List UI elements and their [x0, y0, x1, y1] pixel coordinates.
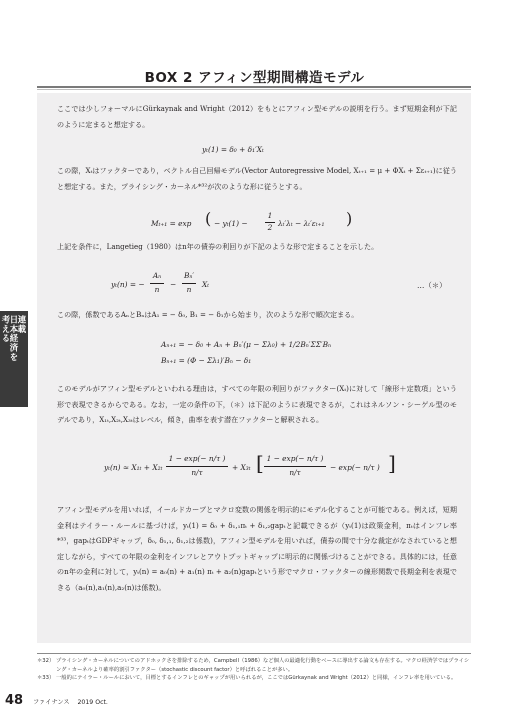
- eq5-mid: + X₃ₜ: [232, 463, 251, 472]
- paragraph-langetieg: 上記を条件に，Langetieg（1980）はn年の債券の利回りが下記のような形で定まることを示した。: [57, 242, 379, 251]
- eq3-left: yₜ(n) = −: [111, 280, 145, 289]
- eq5-f2-line: [264, 466, 326, 467]
- eq2-open-paren: (: [205, 209, 212, 228]
- eq3-f2-line: [182, 283, 196, 284]
- footnote-32: [37, 657, 471, 674]
- side-tab-line-1: 連載: [17, 315, 27, 334]
- equation-recursion-b: Bₙ₊₁ = (Φ − Σλ₁)′Bₙ − δ₁: [161, 356, 252, 365]
- eq2-close-paren: ): [346, 209, 353, 228]
- eq5-close-bracket: ]: [388, 451, 396, 475]
- footnote-33-number: ＊33）: [37, 675, 55, 681]
- paragraph-affine-reason: このモデルがアフィン型モデルといわれる理由は，すべての年限の利回りがファクター(Xₜ)に対して「線形＋定数項」という形で表現できるからである。なお，一定の条件の下，（＊）は下記のように表現できるが，これはネルソン・シーゲル型のモデルであり，X₁ₜ,X₂ₜ,X₃ₜはレベル，傾き，曲率を表す潜在ファクターと解釈される。: [57, 384, 457, 425]
- eq3-tag: …（＊）: [417, 281, 447, 290]
- eq5-tail: − exp(− n/τ ): [330, 463, 380, 472]
- eq5-open-bracket: [: [256, 451, 264, 475]
- page-number: 48: [5, 693, 24, 708]
- eq2-tail: λₜ′λₜ − λₜ′εₜ₊₁: [278, 219, 325, 228]
- eq5-f1-line: [166, 466, 228, 467]
- footnote-rule: [37, 653, 471, 654]
- eq2-left: Mₜ₊₁ = exp: [151, 219, 192, 228]
- journal-name: ファイナンス: [33, 699, 70, 706]
- footnote-33: [37, 674, 471, 691]
- eq3-f2-den: n: [186, 285, 192, 294]
- eq3-f1-den: n: [154, 285, 160, 294]
- side-tab-line-3: 考える: [1, 315, 11, 344]
- journal-footer: [33, 697, 114, 706]
- side-tab-line-2: 日本経済を: [9, 315, 19, 362]
- eq3-f2-num: Bₙ′: [183, 271, 195, 280]
- eq2-frac-den: 2: [267, 223, 273, 232]
- series-side-tab: [0, 311, 28, 407]
- eq5-f2-den: n/τ: [289, 468, 301, 477]
- title-rule: [37, 86, 471, 88]
- equation-short-rate: yₜ(1) = δ₀ + δ₁′Xₜ: [202, 145, 264, 154]
- paragraph-macro-finance: アフィン型モデルを用いれば，イールドカーブとマクロ変数の関係を明示的にモデル化することが可能である。例えば，短期金利はテイラー・ルールに基づけば，yₜ(1) = δ₀ + δ₁,₁πₜ + δ₁,₂gapₜと記載できるが（yₜ(1)は政策金利，πₜはインフレ率*³³，gapₜはGDPギャップ，δ₀, δ₁,₁, δ₁,₂は係数)，アフィン型モデルを用いれば，債券の間で十分な裁定がなされていると想定しながら，すべての年限の金利をインフレとアウトプットギャップに明示的に関係づけることができる。具体的には，任意のn年の金利に対して，yₜ(n) = a₀(n) + a₁(n) πₜ + a₂(n)gapₜという形でマクロ・ファクターの線形関数で長期金利を表現できる（a₀(n),a₁(n),a₂(n)は係数)。: [57, 505, 457, 592]
- journal-issue: 2019 Oct.: [77, 699, 108, 706]
- eq5-f1-num: 1 − exp(− n/τ ): [168, 454, 226, 463]
- box-title: BOX 2 アフィン型期間構造モデル: [144, 70, 365, 86]
- paragraph-factors: この際，Xₜはファクターであり，ベクトル自己回帰モデル(Vector Autoregressive Model, Xₜ₊₁ = μ + ΦXₜ + Σεₜ₊₁)に従うと想定する。また，プライシング・カーネル*³²が次のような形に従うとする。: [57, 166, 457, 191]
- title-rule-thin: [37, 89, 471, 90]
- paragraph-coefficients: この際，係数であるAₙとBₙはA₁ = − δ₀, B₁ = − δ₁から始まり，次のような形で順次定まる。: [57, 310, 359, 319]
- eq3-f1-num: Aₙ: [152, 271, 162, 280]
- eq5-left: yₜ(n) ≈ X₁ₜ + X₂ₜ: [104, 463, 163, 472]
- eq3-minus: −: [170, 280, 177, 289]
- eq5-f2-num: 1 − exp(− n/τ ): [266, 454, 324, 463]
- eq2-inner: − yₜ(1) −: [214, 219, 248, 228]
- paragraph-intro: ここでは少しフォーマルにGürkaynak and Wright（2012）をもとにアフィン型モデルの説明を行う。まず短期金利が下記のように定まると想定する。: [57, 104, 457, 129]
- footnote-32-text: プライシング・カーネルについてのアドホックさを排除するため，Campbell（1986）など個人の最適化行動をベースに導出する論文も存在する。マクロ経済学ではプライシング・カーネルより確率的割引ファクター（stochastic discount factor）と呼ばれることが多い。: [56, 658, 470, 673]
- footnote-32-number: ＊32）: [37, 658, 55, 664]
- equation-recursion-a: Aₙ₊₁ = − δ₀ + Aₙ + Bₙ′(μ − Σλ₀) + 1/2Bₙ′ΣΣ′Bₙ: [161, 340, 332, 349]
- footnote-33-text: 一般的にテイラー・ルールにおいて，目標とするインフレとのギャップが用いられるが，ここではGürkaynak and Wright（2012）と同様，インフレ率を用いている。: [56, 675, 457, 681]
- eq5-f1-den: n/τ: [191, 468, 203, 477]
- eq2-frac-num: 1: [267, 211, 273, 220]
- eq3-f1-line: [150, 283, 164, 284]
- eq3-x: Xₜ: [202, 280, 210, 289]
